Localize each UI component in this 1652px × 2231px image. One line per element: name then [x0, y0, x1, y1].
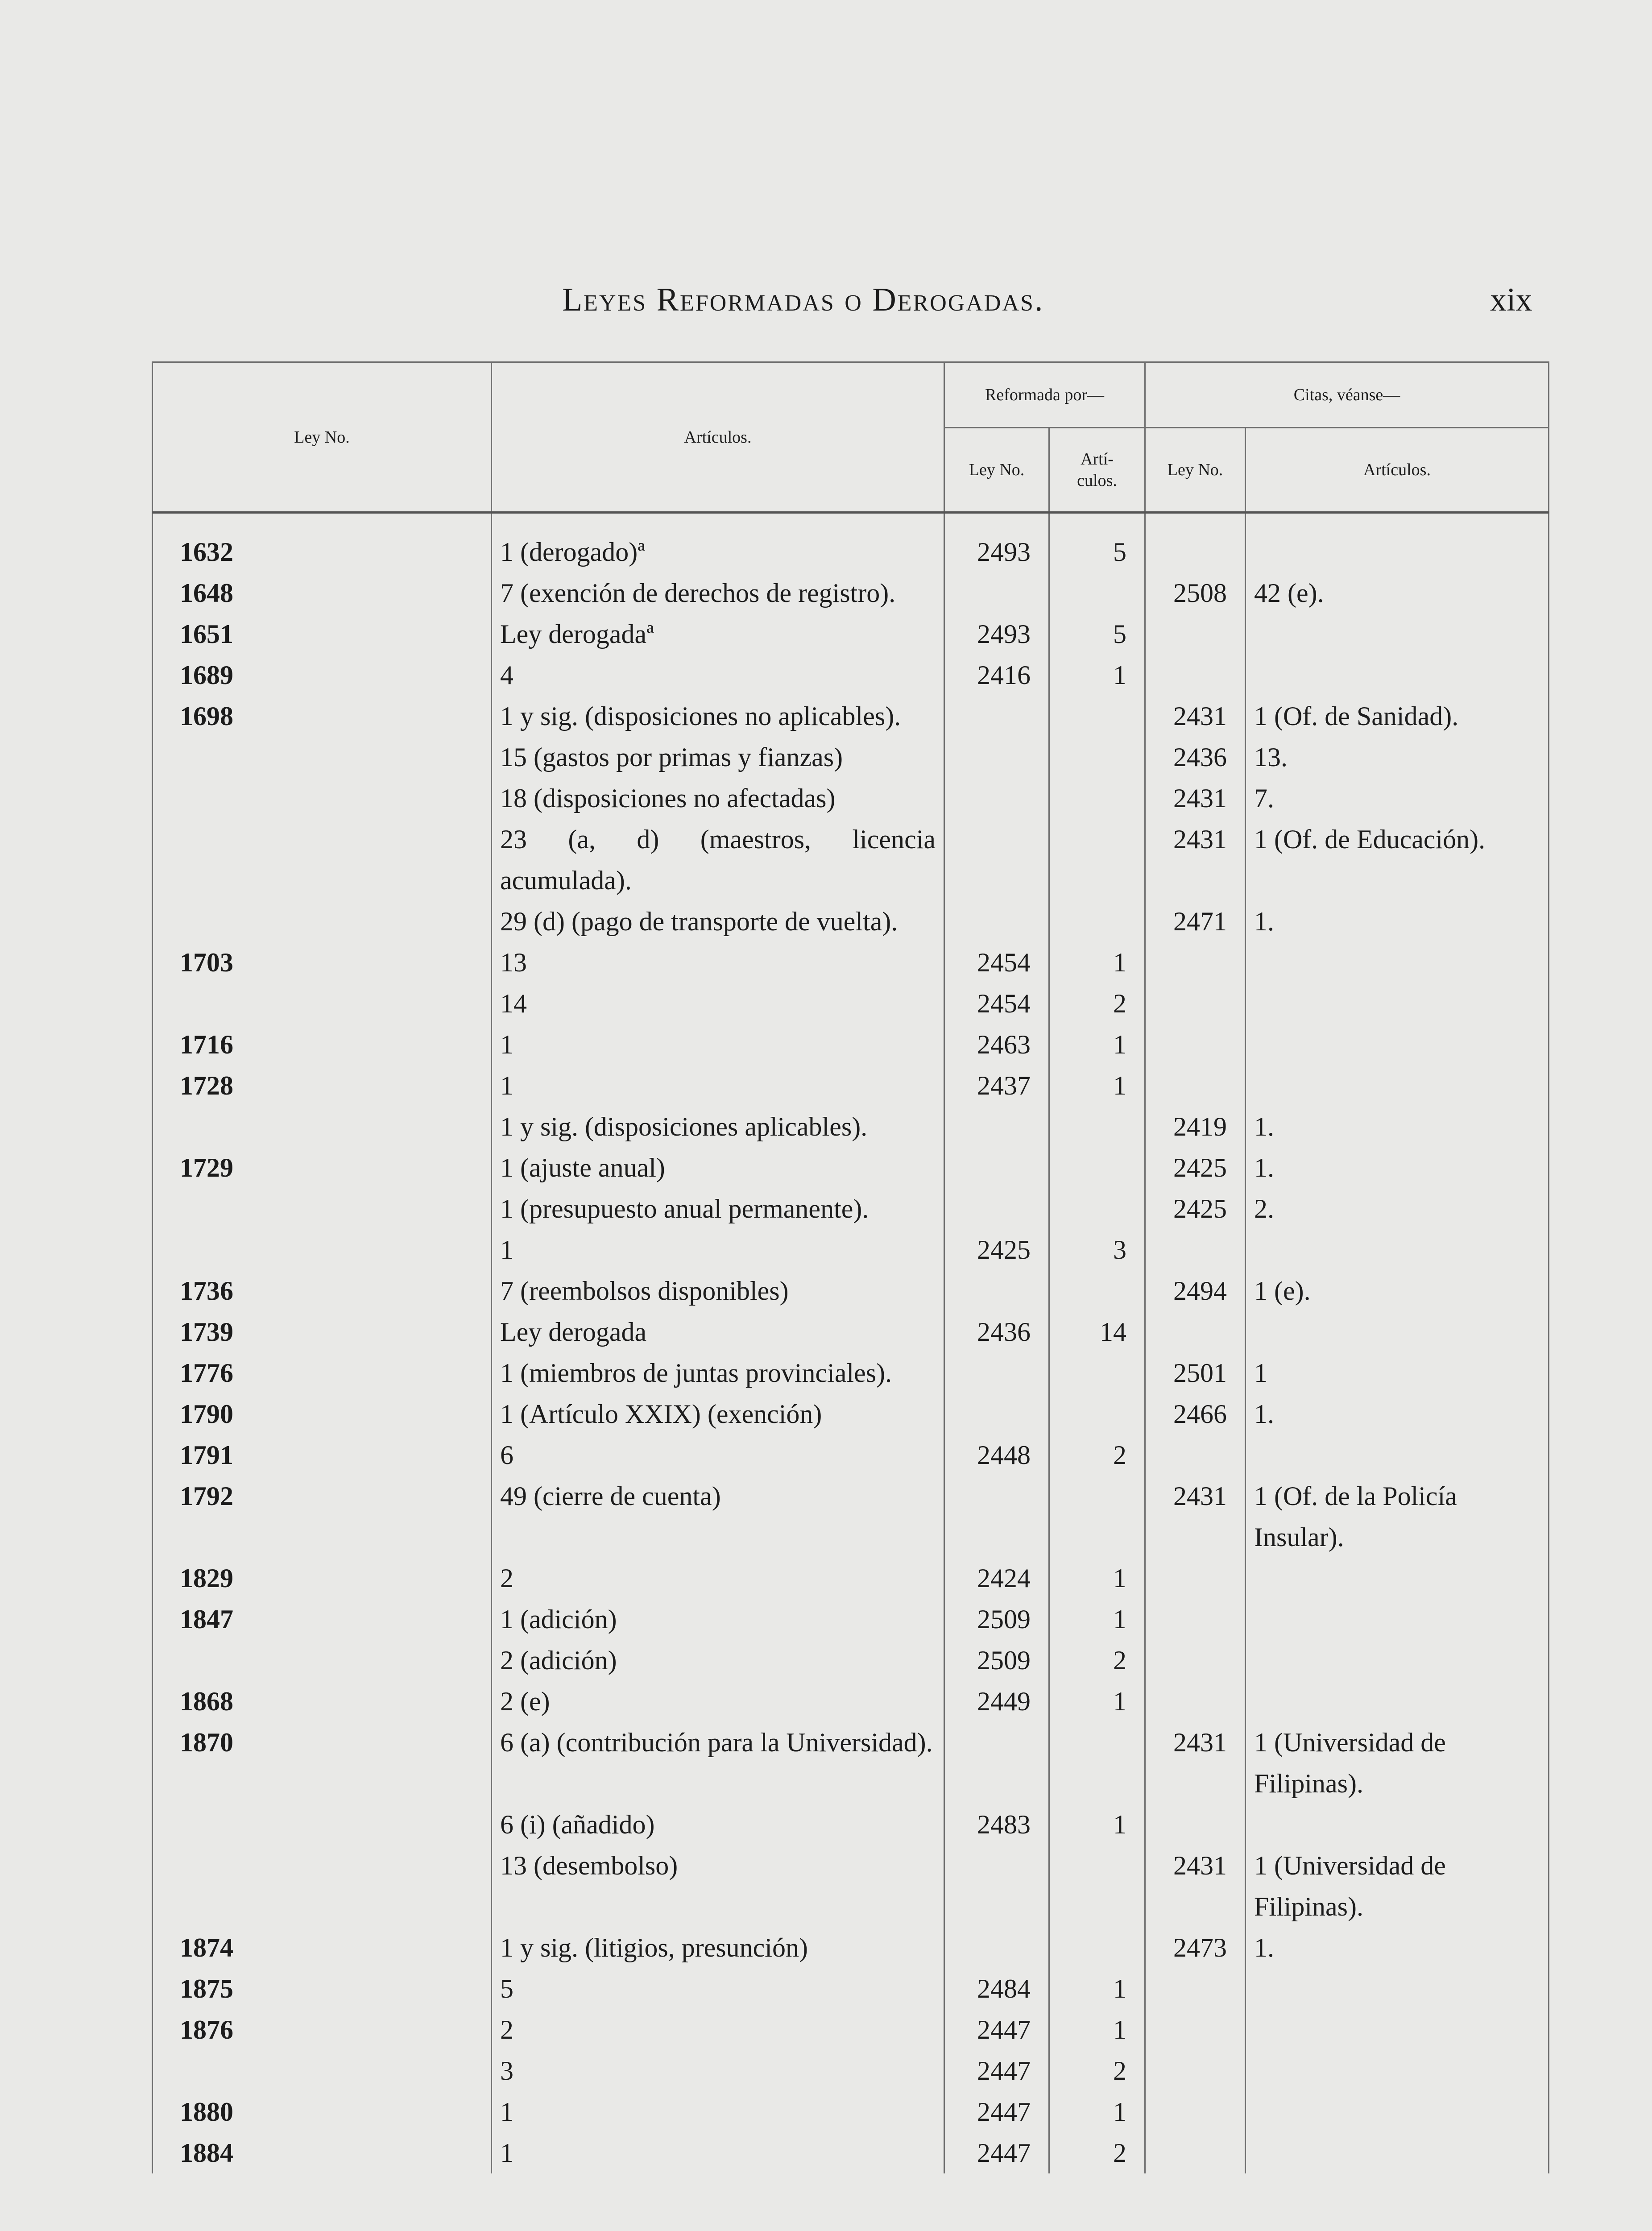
cell-cit-ley-no [1145, 1311, 1246, 1352]
table-row [153, 1106, 1549, 1147]
col-header-reformada-por: Reformada por— [944, 362, 1145, 428]
cell-ref-ley-no [944, 696, 1049, 737]
cell-ley-no: 1776 [153, 1352, 492, 1393]
cell-articulos: 1 [492, 2132, 944, 2173]
table-row [153, 696, 1549, 737]
cell-cit-ley-no [1145, 983, 1246, 1024]
cell-ref-articulos: 1 [1049, 1599, 1145, 1640]
cell-ref-articulos [1049, 1352, 1145, 1393]
cell-cit-ley-no [1145, 2132, 1246, 2173]
cell-cit-ley-no [1145, 1681, 1246, 1722]
cell-cit-ley-no: 2501 [1145, 1352, 1246, 1393]
cell-cit-ley-no: 2508 [1145, 572, 1246, 614]
cell-ley-no [153, 778, 492, 819]
cell-cit-articulos [1246, 1024, 1549, 1065]
cell-ref-ley-no [944, 778, 1049, 819]
table-body [153, 513, 1549, 2174]
cell-cit-articulos [1246, 614, 1549, 655]
cell-ref-ley-no [944, 1927, 1049, 1968]
table-row [153, 778, 1549, 819]
cell-ley-no [153, 737, 492, 778]
cell-ref-articulos [1049, 1845, 1145, 1927]
cell-ley-no [153, 1640, 492, 1681]
cell-ley-no [153, 1188, 492, 1229]
cell-ley-no: 1868 [153, 1681, 492, 1722]
cell-ley-no: 1875 [153, 1968, 492, 2009]
cell-ref-articulos: 1 [1049, 1065, 1145, 1106]
cell-ref-articulos: 1 [1049, 1968, 1145, 2009]
cell-ref-articulos: 1 [1049, 2091, 1145, 2132]
cell-ley-no: 1698 [153, 696, 492, 737]
cell-cit-articulos [1246, 1681, 1549, 1722]
cell-ley-no [153, 819, 492, 901]
cell-ley-no: 1884 [153, 2132, 492, 2173]
cell-ley-no [153, 1845, 492, 1927]
table-row [153, 1229, 1549, 1270]
cell-ley-no: 1703 [153, 942, 492, 983]
table-row [153, 1311, 1549, 1352]
cell-cit-ley-no [1145, 2009, 1246, 2050]
col-header-articulos: Artículos. [492, 362, 944, 513]
cell-articulos: 13 [492, 942, 944, 983]
cell-cit-articulos: 1 (Of. de Educación). [1246, 819, 1549, 901]
cell-articulos: Ley derogadaª [492, 614, 944, 655]
laws-table [152, 361, 1549, 2173]
cell-ref-articulos [1049, 778, 1145, 819]
cell-ref-articulos: 3 [1049, 1229, 1145, 1270]
cell-ref-ley-no [944, 819, 1049, 901]
cell-cit-ley-no: 2431 [1145, 1476, 1246, 1558]
cell-cit-articulos: 1 (e). [1246, 1270, 1549, 1311]
cell-ref-articulos [1049, 1476, 1145, 1558]
table-row [153, 614, 1549, 655]
cell-cit-articulos [1246, 1229, 1549, 1270]
cell-ref-articulos [1049, 1188, 1145, 1229]
cell-cit-articulos: 1 (Of. de Sanidad). [1246, 696, 1549, 737]
cell-ley-no: 1651 [153, 614, 492, 655]
cell-ref-ley-no: 2448 [944, 1435, 1049, 1476]
cell-ref-ley-no: 2436 [944, 1311, 1049, 1352]
cell-cit-ley-no [1145, 1065, 1246, 1106]
table-row [153, 737, 1549, 778]
cell-ref-articulos: 5 [1049, 513, 1145, 573]
cell-cit-articulos: 7. [1246, 778, 1549, 819]
cell-ley-no: 1632 [153, 513, 492, 573]
table-row [153, 1270, 1549, 1311]
cell-ref-articulos: 5 [1049, 614, 1145, 655]
cell-cit-ley-no: 2431 [1145, 1845, 1246, 1927]
cell-cit-articulos: 13. [1246, 737, 1549, 778]
cell-ref-articulos: 1 [1049, 655, 1145, 696]
cell-cit-articulos: 1 (Universidad de Filipinas). [1246, 1722, 1549, 1804]
cell-cit-ley-no [1145, 1558, 1246, 1599]
table-row [153, 1188, 1549, 1229]
cell-ref-ley-no: 2483 [944, 1804, 1049, 1845]
cell-articulos: 7 (exención de derechos de registro). [492, 572, 944, 614]
table-row [153, 942, 1549, 983]
cell-ref-ley-no: 2447 [944, 2091, 1049, 2132]
cell-articulos: 2 (adición) [492, 1640, 944, 1681]
cell-ref-articulos: 2 [1049, 2050, 1145, 2091]
cell-cit-articulos [1246, 1804, 1549, 1845]
cell-ley-no: 1729 [153, 1147, 492, 1188]
table-row [153, 2009, 1549, 2050]
cell-cit-ley-no: 2466 [1145, 1393, 1246, 1435]
cell-cit-articulos: 1. [1246, 1927, 1549, 1968]
cell-cit-articulos [1246, 942, 1549, 983]
cell-cit-ley-no: 2473 [1145, 1927, 1246, 1968]
cell-ley-no: 1736 [153, 1270, 492, 1311]
table-row [153, 1804, 1549, 1845]
cell-ref-ley-no: 2416 [944, 655, 1049, 696]
cell-ref-ley-no: 2424 [944, 1558, 1049, 1599]
cell-ref-articulos: 1 [1049, 1558, 1145, 1599]
cell-articulos: 3 [492, 2050, 944, 2091]
cell-ref-ley-no [944, 901, 1049, 942]
cell-ley-no: 1728 [153, 1065, 492, 1106]
cell-ley-no: 1792 [153, 1476, 492, 1558]
cell-cit-ley-no: 2431 [1145, 1722, 1246, 1804]
cell-cit-ley-no: 2431 [1145, 819, 1246, 901]
cell-articulos: 14 [492, 983, 944, 1024]
cell-articulos: 1 (adición) [492, 1599, 944, 1640]
cell-ref-ley-no [944, 1147, 1049, 1188]
cell-ley-no: 1716 [153, 1024, 492, 1065]
cell-ref-ley-no [944, 737, 1049, 778]
cell-ref-articulos: 2 [1049, 1640, 1145, 1681]
cell-ref-ley-no [944, 1722, 1049, 1804]
cell-ref-ley-no: 2425 [944, 1229, 1049, 1270]
cell-cit-ley-no [1145, 1804, 1246, 1845]
cell-cit-articulos: 1 [1246, 1352, 1549, 1393]
cell-cit-ley-no: 2425 [1145, 1188, 1246, 1229]
table-row [153, 2132, 1549, 2173]
cell-articulos: 5 [492, 1968, 944, 2009]
col-header-citas: Citas, véanse— [1145, 362, 1549, 428]
cell-cit-articulos: 1 (Of. de la Policía Insular). [1246, 1476, 1549, 1558]
table-row [153, 1845, 1549, 1927]
cell-ref-ley-no [944, 1188, 1049, 1229]
table-row [153, 655, 1549, 696]
cell-ley-no: 1829 [153, 1558, 492, 1599]
cell-cit-articulos: 42 (e). [1246, 572, 1549, 614]
cell-cit-ley-no: 2471 [1145, 901, 1246, 942]
cell-ref-articulos: 2 [1049, 1435, 1145, 1476]
table-row [153, 1435, 1549, 1476]
cell-cit-ley-no [1145, 942, 1246, 983]
cell-articulos: Ley derogada [492, 1311, 944, 1352]
cell-cit-ley-no [1145, 1599, 1246, 1640]
table-row [153, 1147, 1549, 1188]
table-row [153, 2091, 1549, 2132]
cell-ref-ley-no: 2463 [944, 1024, 1049, 1065]
cell-articulos: 1 (Artículo XXIX) (exención) [492, 1393, 944, 1435]
table-row [153, 513, 1549, 573]
cell-articulos: 1 (presupuesto anual permanente). [492, 1188, 944, 1229]
cell-articulos: 1 [492, 2091, 944, 2132]
cell-articulos: 1 y sig. (disposiciones aplicables). [492, 1106, 944, 1147]
cell-ref-ley-no: 2493 [944, 513, 1049, 573]
cell-cit-ley-no [1145, 1640, 1246, 1681]
cell-ref-articulos: 1 [1049, 942, 1145, 983]
table-row [153, 901, 1549, 942]
cell-ref-articulos: 1 [1049, 2009, 1145, 2050]
cell-articulos: 2 [492, 2009, 944, 2050]
cell-ley-no: 1880 [153, 2091, 492, 2132]
col-header-ref-ley-no: Ley No. [944, 428, 1049, 513]
cell-cit-ley-no [1145, 513, 1246, 573]
cell-ref-articulos [1049, 1927, 1145, 1968]
table-row [153, 572, 1549, 614]
cell-cit-articulos [1246, 1435, 1549, 1476]
cell-cit-ley-no [1145, 2050, 1246, 2091]
cell-cit-articulos [1246, 1065, 1549, 1106]
table-row [153, 1640, 1549, 1681]
cell-articulos: 13 (desembolso) [492, 1845, 944, 1927]
cell-articulos: 7 (reembolsos disponibles) [492, 1270, 944, 1311]
cell-cit-articulos: 1. [1246, 901, 1549, 942]
cell-ley-no [153, 1106, 492, 1147]
cell-articulos: 1 [492, 1065, 944, 1106]
cell-ref-articulos: 1 [1049, 1681, 1145, 1722]
cell-ley-no: 1689 [153, 655, 492, 696]
cell-cit-ley-no: 2425 [1145, 1147, 1246, 1188]
cell-ref-ley-no [944, 1476, 1049, 1558]
cell-ref-articulos [1049, 1147, 1145, 1188]
cell-ref-articulos [1049, 737, 1145, 778]
table-row [153, 2050, 1549, 2091]
cell-ref-ley-no: 2449 [944, 1681, 1049, 1722]
cell-cit-ley-no: 2431 [1145, 778, 1246, 819]
cell-cit-ley-no [1145, 1435, 1246, 1476]
cell-cit-articulos [1246, 1311, 1549, 1352]
page-number: xix [1490, 282, 1532, 318]
cell-articulos: 1 (miembros de juntas provinciales). [492, 1352, 944, 1393]
cell-cit-ley-no [1145, 1024, 1246, 1065]
cell-ley-no [153, 1229, 492, 1270]
cell-articulos: 6 [492, 1435, 944, 1476]
table-row [153, 1599, 1549, 1640]
cell-cit-ley-no: 2419 [1145, 1106, 1246, 1147]
cell-articulos: 1 [492, 1024, 944, 1065]
cell-ref-ley-no [944, 1270, 1049, 1311]
cell-cit-articulos: 2. [1246, 1188, 1549, 1229]
cell-articulos: 1 y sig. (litigios, presunción) [492, 1927, 944, 1968]
cell-cit-articulos: 1. [1246, 1147, 1549, 1188]
table-row [153, 983, 1549, 1024]
cell-ley-no [153, 901, 492, 942]
cell-cit-ley-no [1145, 1229, 1246, 1270]
cell-ref-ley-no: 2509 [944, 1599, 1049, 1640]
col-header-ref-articulos: Artí- culos. [1049, 428, 1145, 513]
cell-ref-articulos: 14 [1049, 1311, 1145, 1352]
table-row [153, 1722, 1549, 1804]
cell-cit-articulos [1246, 2050, 1549, 2091]
cell-ref-articulos: 2 [1049, 2132, 1145, 2173]
cell-cit-articulos [1246, 1968, 1549, 2009]
cell-cit-articulos [1246, 513, 1549, 573]
cell-articulos: 2 [492, 1558, 944, 1599]
cell-ref-articulos [1049, 901, 1145, 942]
cell-cit-articulos [1246, 983, 1549, 1024]
cell-ref-ley-no: 2437 [944, 1065, 1049, 1106]
cell-cit-articulos: 1. [1246, 1106, 1549, 1147]
cell-ref-ley-no: 2493 [944, 614, 1049, 655]
col-header-cit-ley-no: Ley No. [1145, 428, 1246, 513]
cell-ref-ley-no: 2447 [944, 2050, 1049, 2091]
cell-ref-ley-no [944, 1845, 1049, 1927]
cell-cit-ley-no: 2436 [1145, 737, 1246, 778]
cell-ley-no: 1876 [153, 2009, 492, 2050]
cell-articulos: 1 y sig. (disposiciones no aplicables). [492, 696, 944, 737]
cell-cit-articulos [1246, 1558, 1549, 1599]
page-title: Leyes Reformadas o Derogadas. [562, 282, 1044, 318]
cell-ley-no [153, 983, 492, 1024]
cell-ref-ley-no: 2484 [944, 1968, 1049, 2009]
cell-ley-no: 1791 [153, 1435, 492, 1476]
cell-cit-articulos [1246, 2091, 1549, 2132]
table-row [153, 1024, 1549, 1065]
cell-ref-ley-no [944, 572, 1049, 614]
cell-ref-ley-no: 2447 [944, 2009, 1049, 2050]
cell-ref-articulos [1049, 819, 1145, 901]
cell-ref-ley-no [944, 1393, 1049, 1435]
table-row [153, 1558, 1549, 1599]
table-row [153, 1352, 1549, 1393]
cell-cit-articulos [1246, 655, 1549, 696]
cell-ref-articulos [1049, 696, 1145, 737]
cell-cit-ley-no [1145, 1968, 1246, 2009]
cell-ref-ley-no [944, 1352, 1049, 1393]
cell-ref-articulos: 1 [1049, 1024, 1145, 1065]
cell-cit-articulos [1246, 1599, 1549, 1640]
table-row [153, 1968, 1549, 2009]
cell-ref-ley-no: 2454 [944, 942, 1049, 983]
cell-ref-articulos [1049, 572, 1145, 614]
col-header-ley-no: Ley No. [153, 362, 492, 513]
cell-articulos: 6 (a) (contribución para la Universidad). [492, 1722, 944, 1804]
cell-articulos: 49 (cierre de cuenta) [492, 1476, 944, 1558]
cell-ref-ley-no: 2509 [944, 1640, 1049, 1681]
cell-ref-ley-no: 2447 [944, 2132, 1049, 2173]
cell-cit-ley-no [1145, 2091, 1246, 2132]
cell-articulos: 1 (derogado)ª [492, 513, 944, 573]
cell-articulos: 6 (i) (añadido) [492, 1804, 944, 1845]
cell-ley-no: 1874 [153, 1927, 492, 1968]
cell-ref-ley-no [944, 1106, 1049, 1147]
cell-ley-no: 1790 [153, 1393, 492, 1435]
table-row [153, 1681, 1549, 1722]
cell-articulos: 4 [492, 655, 944, 696]
cell-articulos: 1 [492, 1229, 944, 1270]
col-header-cit-articulos: Artículos. [1246, 428, 1549, 513]
cell-articulos: 15 (gastos por primas y fianzas) [492, 737, 944, 778]
cell-ref-articulos [1049, 1393, 1145, 1435]
cell-cit-ley-no: 2431 [1145, 696, 1246, 737]
cell-articulos: 2 (e) [492, 1681, 944, 1722]
table-row [153, 1393, 1549, 1435]
cell-ley-no: 1648 [153, 572, 492, 614]
table-row [153, 1476, 1549, 1558]
cell-ref-articulos [1049, 1270, 1145, 1311]
cell-ley-no: 1847 [153, 1599, 492, 1640]
cell-ley-no [153, 2050, 492, 2091]
cell-cit-ley-no [1145, 614, 1246, 655]
cell-cit-articulos [1246, 2132, 1549, 2173]
cell-cit-ley-no [1145, 655, 1246, 696]
cell-articulos: 23 (a, d) (maestros, licencia acumulada). [492, 819, 944, 901]
cell-cit-articulos [1246, 2009, 1549, 2050]
cell-ref-articulos [1049, 1106, 1145, 1147]
table-row [153, 819, 1549, 901]
cell-cit-ley-no: 2494 [1145, 1270, 1246, 1311]
table-row [153, 1065, 1549, 1106]
cell-cit-articulos: 1 (Universidad de Filipinas). [1246, 1845, 1549, 1927]
cell-articulos: 1 (ajuste anual) [492, 1147, 944, 1188]
cell-cit-articulos: 1. [1246, 1393, 1549, 1435]
cell-ref-ley-no: 2454 [944, 983, 1049, 1024]
cell-ref-articulos: 1 [1049, 1804, 1145, 1845]
cell-ley-no: 1739 [153, 1311, 492, 1352]
cell-ley-no: 1870 [153, 1722, 492, 1804]
cell-ref-articulos [1049, 1722, 1145, 1804]
cell-ley-no [153, 1804, 492, 1845]
cell-cit-articulos [1246, 1640, 1549, 1681]
cell-ref-articulos: 2 [1049, 983, 1145, 1024]
cell-articulos: 18 (disposiciones no afectadas) [492, 778, 944, 819]
table-row [153, 1927, 1549, 1968]
cell-articulos: 29 (d) (pago de transporte de vuelta). [492, 901, 944, 942]
